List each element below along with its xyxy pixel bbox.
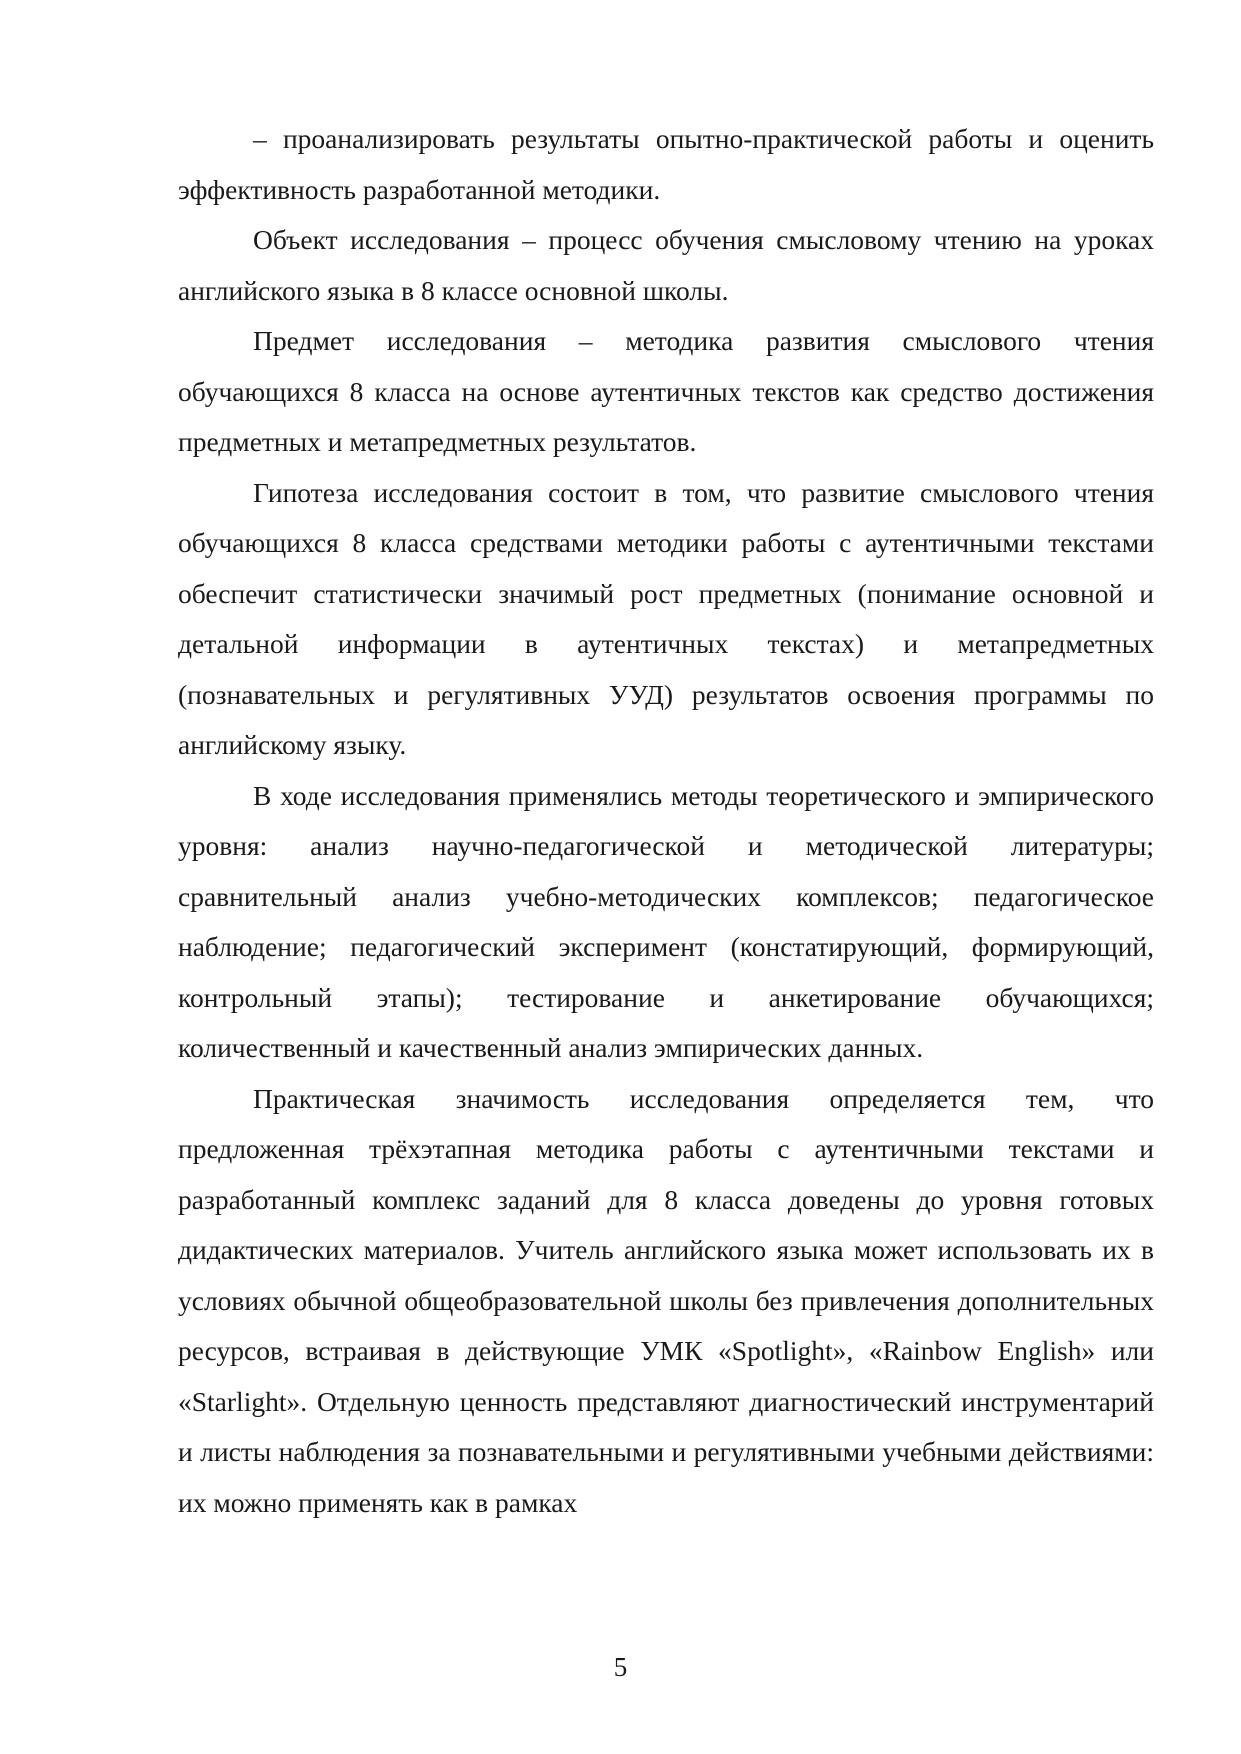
- paragraph-practical-significance: Практическая значимость исследования определяется тем, что предложенная трёхэтапная методика работы с аутентичными текстами и разработанный комплекс заданий для 8 класса доведены до уровня готовых дидактических материалов. Учитель английского языка может использовать их в условиях обычной общеобразовательной школы без привлечения дополнительных ресурсов, встраивая в действующие УМК «Spotlight», «Rainbow English» или «Starlight». Отдельную ценность представляют диагностический инструментарий и листы наблюдения за познавательными и регулятивными учебными действиями: их можно применять как в рамках: [178, 1082, 1154, 1518]
- paragraph-subject: Предмет исследования – методика развития смыслового чтения обучающихся 8 класса на основе аутентичных текстов как средство достижения предметных и метапредметных результатов.: [178, 325, 1154, 457]
- paragraph-hypothesis: Гипотеза исследования состоит в том, что развитие смыслового чтения обучающихся 8 класса средствами методики работы с аутентичными текстами обеспечит статистически значимый рост предметных (понимание основной и детальной информации в аутентичных текстах) и метапредметных (познавательных и регулятивных УУД) результатов освоения программы по английскому языку.: [178, 476, 1154, 760]
- paragraph-methods: В ходе исследования применялись методы теоретического и эмпирического уровня: анализ научно-педагогической и методической литературы; сравнительный анализ учебно-методических комплексов; педагогическое наблюдение; педагогический эксперимент (констатирующий, формирующий, контрольный этапы); тестирование и анкетирование обучающихся; количественный и качественный анализ эмпирических данных.: [178, 779, 1154, 1063]
- paragraph-object: Объект исследования – процесс обучения смысловому чтению на уроках английского языка в 8 классе основной школы.: [178, 224, 1154, 306]
- page-number: 5: [613, 1652, 628, 1682]
- paragraph-task: – проанализировать результаты опытно-практической работы и оценить эффективность разработанной методики.: [178, 123, 1154, 205]
- body-text: [178, 114, 1154, 1528]
